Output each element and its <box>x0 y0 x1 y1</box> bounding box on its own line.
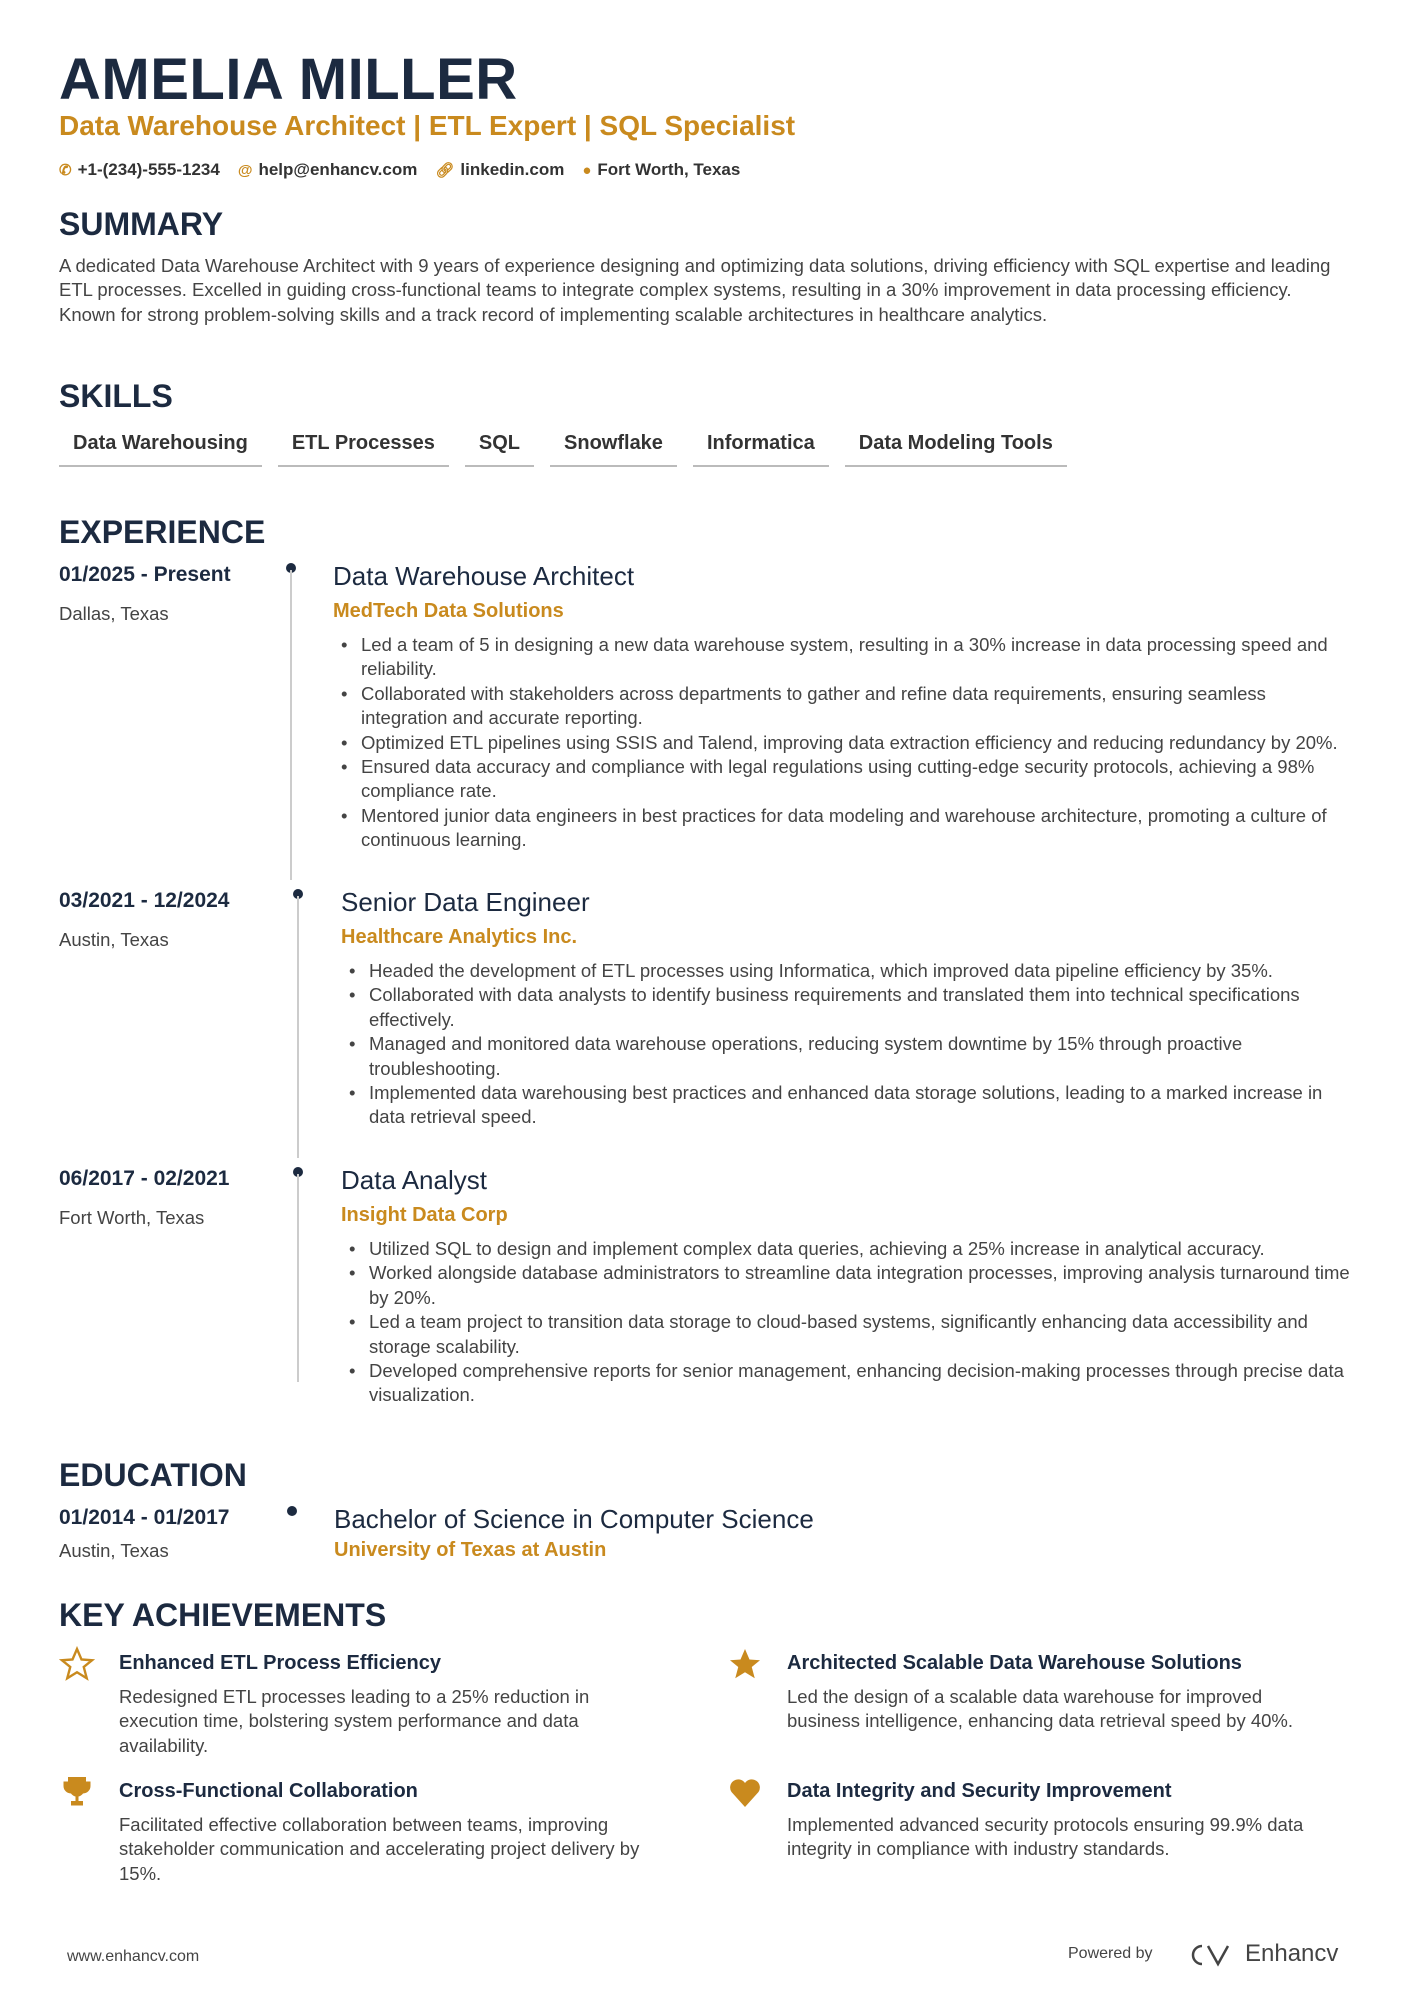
achievement-text: Implemented advanced security protocols ensuring 99.9% data integrity in compliance with industry standards. <box>787 1814 1304 1860</box>
achievement-item <box>727 1652 1337 1734</box>
contact-phone <box>59 160 220 180</box>
achievement-text: Facilitated effective collaboration between teams, improving stakeholder communication and accelerating project delivery by 15%. <box>119 1814 640 1884</box>
trophy-icon <box>59 1774 95 1810</box>
bullet: • Optimized ETL pipelines using SSIS and Talend, improving data extraction efficiency and reducing redundancy by 20%. <box>333 731 1353 755</box>
job-role: Data Warehouse Architect <box>333 561 635 591</box>
skill-chip: SQL <box>465 432 534 467</box>
summary-text: A dedicated Data Warehouse Architect with 9 years of experience designing and optimizing data solutions, driving efficiency with SQL expertise and leading ETL processes. Excelled in guiding cross-functional teams to integrate complex systems, resulting in a 30% improvement in data processing efficiency. Known for strong problem-solving skills and a track record of implementing scalable architectures in healthcare analytics. <box>59 255 1331 325</box>
bullet: • Worked alongside database administrators to streamline data integration processes, improving analysis turnaround time by 20%. <box>341 1261 1361 1310</box>
skills-heading: SKILLS <box>59 378 173 414</box>
heart-icon <box>727 1774 763 1810</box>
candidate-name: AMELIA MILLER <box>59 47 518 112</box>
experience-heading: EXPERIENCE <box>59 514 266 550</box>
bullet: • Collaborated with stakeholders across departments to gather and refine data requirements, ensuring seamless integration and accurate reporting. <box>333 682 1353 731</box>
job-bullets <box>341 1237 1361 1408</box>
achievement-title: Enhanced ETL Process Efficiency <box>119 1652 441 1674</box>
job-bullets <box>341 959 1361 1130</box>
bullet: • Headed the development of ETL processes using Informatica, which improved data pipeline efficiency by 35%. <box>341 959 1361 983</box>
link-icon: 🔗︎ <box>435 162 455 179</box>
achievement-text: Led the design of a scalable data warehouse for improved business intelligence, enhancing data retrieval speed by 40%. <box>787 1686 1293 1732</box>
bullet: • Ensured data accuracy and compliance with legal regulations using cutting-edge security protocols, achieving a 98% compliance rate. <box>333 755 1353 804</box>
location-pin-icon: ● <box>582 161 592 179</box>
job-date: 06/2017 - 02/2021 <box>59 1167 230 1190</box>
summary-heading: SUMMARY <box>59 206 224 242</box>
education-date: 01/2014 - 01/2017 <box>59 1506 230 1529</box>
achievement-item <box>59 1652 669 1758</box>
education-degree: Bachelor of Science in Computer Science <box>334 1504 814 1534</box>
skill-chip: Informatica <box>693 432 829 467</box>
linkedin-text[interactable]: linkedin.com <box>460 160 565 179</box>
education-location: Austin, Texas <box>59 1540 169 1561</box>
bullet: • Led a team project to transition data storage to cloud-based systems, significantly enhancing data accessibility and storage scalability. <box>341 1310 1361 1359</box>
bullet: • Led a team of 5 in designing a new data warehouse system, resulting in a 30% increase in data processing speed and reliability. <box>333 633 1353 682</box>
candidate-title: Data Warehouse Architect | ETL Expert | SQL Specialist <box>59 110 796 141</box>
job-role: Data Analyst <box>341 1165 487 1195</box>
job-company: Healthcare Analytics Inc. <box>341 926 578 948</box>
contact-email[interactable] <box>238 160 418 180</box>
achievement-title: Architected Scalable Data Warehouse Solutions <box>787 1652 1242 1674</box>
timeline-line <box>297 896 299 1158</box>
achievement-title: Data Integrity and Security Improvement <box>787 1780 1172 1802</box>
timeline-dot <box>287 1506 297 1516</box>
skill-chip: ETL Processes <box>278 432 449 467</box>
bullet: • Implemented data warehousing best practices and enhanced data storage solutions, leading to a marked increase in data retrieval speed. <box>341 1081 1361 1130</box>
achievement-item <box>727 1780 1337 1862</box>
contact-bar <box>59 160 740 180</box>
job-location: Austin, Texas <box>59 929 169 950</box>
job-company: MedTech Data Solutions <box>333 600 564 622</box>
bullet: • Mentored junior data engineers in best practices for data modeling and warehouse architecture, promoting a culture of continuous learning. <box>333 804 1353 853</box>
at-icon: @ <box>237 161 253 179</box>
enhancv-logo-icon <box>1188 1942 1234 1968</box>
bullet: • Utilized SQL to design and implement complex data queries, achieving a 25% increase in analytical accuracy. <box>341 1237 1361 1261</box>
footer-powered-by: Powered by <box>1068 1945 1153 1962</box>
skill-chip: Data Modeling Tools <box>845 432 1067 467</box>
achievement-text: Redesigned ETL processes leading to a 25% reduction in execution time, bolstering system performance and data availability. <box>119 1686 590 1756</box>
skills-list <box>59 432 1067 467</box>
footer-website[interactable]: www.enhancv.com <box>67 1948 200 1965</box>
skill-chip: Snowflake <box>550 432 677 467</box>
footer-brand: Enhancv <box>1245 1940 1339 1967</box>
bullet: • Developed comprehensive reports for senior management, enhancing decision-making processes through precise data visualization. <box>341 1359 1361 1408</box>
achievement-item <box>59 1780 669 1886</box>
achievements-heading: KEY ACHIEVEMENTS <box>59 1597 387 1633</box>
star-half-icon <box>727 1646 763 1682</box>
job-date: 01/2025 - Present <box>59 563 231 586</box>
phone-icon: ✆ <box>59 162 72 179</box>
job-location: Fort Worth, Texas <box>59 1207 205 1228</box>
job-date: 03/2021 - 12/2024 <box>59 889 230 912</box>
skill-chip: Data Warehousing <box>59 432 262 467</box>
contact-linkedin[interactable] <box>435 160 564 180</box>
job-company: Insight Data Corp <box>341 1204 508 1226</box>
achievement-title: Cross-Functional Collaboration <box>119 1780 418 1802</box>
education-heading: EDUCATION <box>59 1457 247 1493</box>
contact-location <box>582 160 740 180</box>
job-bullets <box>333 633 1353 853</box>
timeline-line <box>290 570 292 880</box>
bullet: • Collaborated with data analysts to identify business requirements and translated them into technical specifications effectively. <box>341 983 1361 1032</box>
timeline-line <box>297 1174 299 1382</box>
job-location: Dallas, Texas <box>59 603 169 624</box>
bullet: • Managed and monitored data warehouse operations, reducing system downtime by 15% through proactive troubleshooting. <box>341 1032 1361 1081</box>
location-text: Fort Worth, Texas <box>597 160 741 179</box>
star-outline-icon <box>59 1646 95 1682</box>
email-text[interactable]: help@enhancv.com <box>258 160 418 179</box>
job-role: Senior Data Engineer <box>341 887 590 917</box>
education-school: University of Texas at Austin <box>334 1539 607 1561</box>
phone-text: +1-(234)-555-1234 <box>77 160 220 179</box>
